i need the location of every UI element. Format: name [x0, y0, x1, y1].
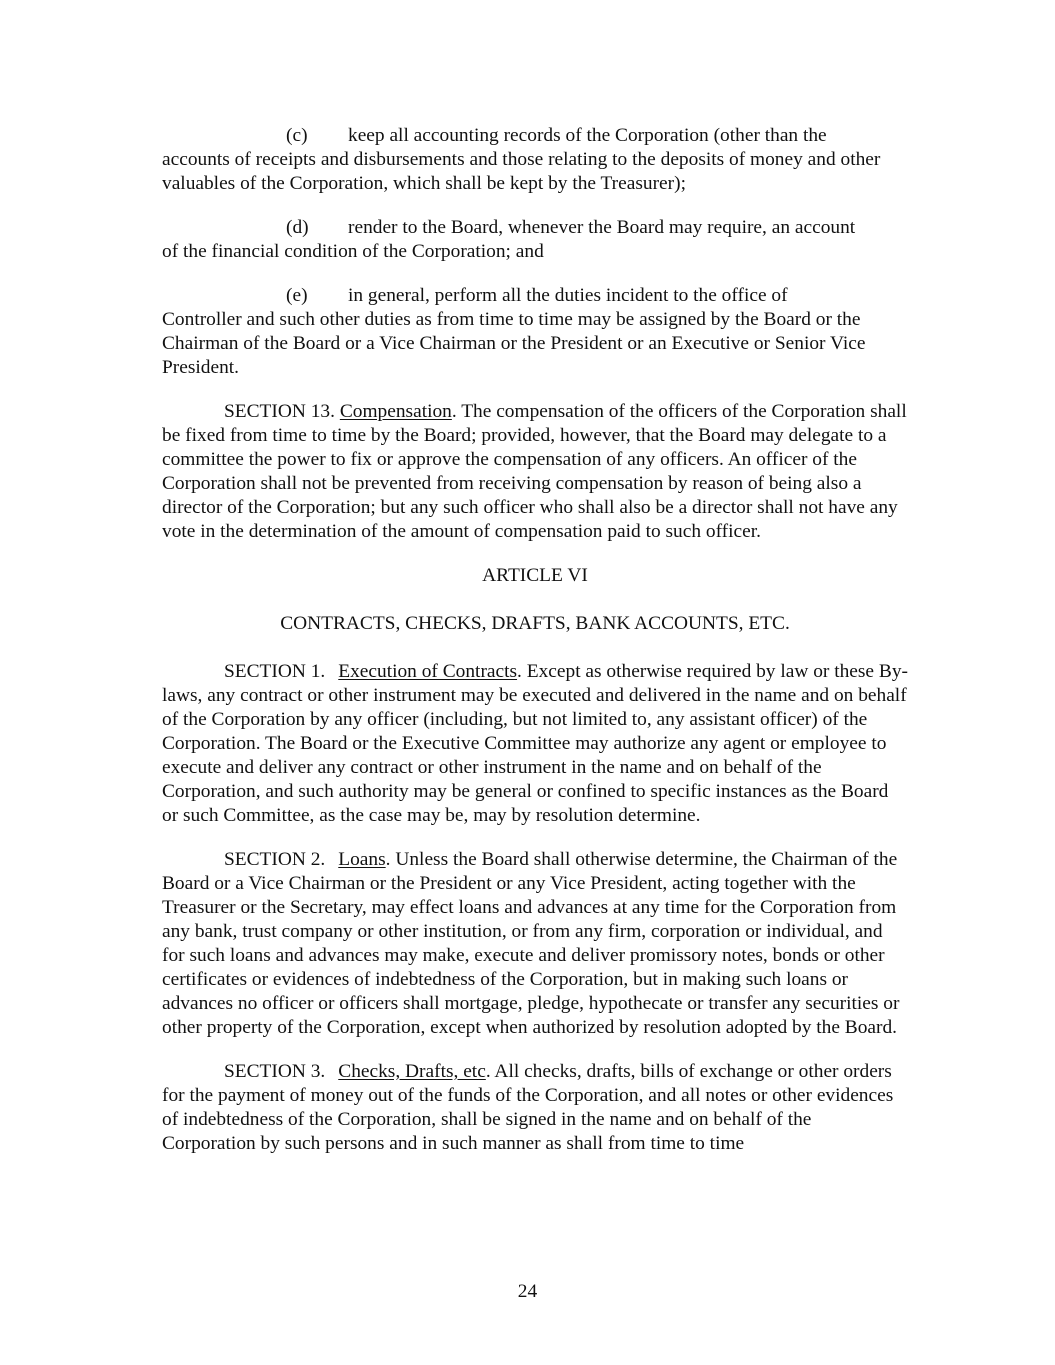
clause-d-first [162, 217, 855, 238]
section-3-text: . All checks, drafts, bills of exchange or other orders for the payment of money out of the funds of the Corporation, and all notes or other evidences of indebtedness of the Corporation, shall be signed in the name and on behalf of the Corporation by such persons and in such manner as shall from time to time [162, 1061, 894, 1154]
section-13-text: . The compensation of the officers of the Corporation shall be fixed from time to time by the Board; provided, however, that the Board may delegate to a committee the power to fix or approve the compensation of any officers. An officer of the Corporation shall not be prevented from receiving compensation by reason of being also a director of the Corporation; but any such officer who shall also be a director shall not have any vote in the determination of the amount of compensation paid to such officer. [162, 401, 907, 542]
section-13-number: SECTION 13. [224, 401, 335, 422]
clause-c-label: (c) [286, 125, 308, 146]
section-3-number: SECTION 3. [224, 1061, 326, 1082]
clause-c-first-line: keep all accounting records of the Corporation (other than the [348, 125, 827, 146]
section-13 [162, 400, 908, 544]
page-number: 24 [517, 1281, 538, 1302]
section-1 [162, 660, 908, 828]
section-1-text: . Except as otherwise required by law or these By-laws, any contract or other instrument may be executed and delivered in the name and on behalf of the Corporation by any officer (including, but not limited to, any assistant officer) of the Corporation. The Board or the Executive Committee may authorize any agent or employee to execute and deliver any contract or other instrument in the name and on behalf of the Corporation, and such authority may be general or confined to specific instances as the Board or such Committee, as the case may be, may by resolution determine. [162, 661, 908, 826]
clause-d-first-line: render to the Board, whenever the Board may require, an account [348, 217, 856, 238]
document-page [162, 124, 908, 1176]
clause-e-first [162, 285, 788, 306]
section-1-number: SECTION 1. [224, 661, 326, 682]
section-3 [162, 1060, 908, 1156]
section-13-title: Compensation [339, 401, 452, 422]
section-2 [162, 848, 908, 1040]
section-2-text: . Unless the Board shall otherwise determine, the Chairman of the Board or a Vice Chairman or the President or any Vice President, acting together with the Treasurer or the Secretary, may effect loans and advances at any time for the Corporation from any bank, trust company or other institution, or from any firm, corporation or individual, and for such loans and advances may make, execute and deliver promissory notes, bonds or other certificates or evidences of indebtedness of the Corporation, but in making such loans or advances no officer or officers shall mortgage, pledge, hypothecate or transfer any securities or other property of the Corporation, except when authorized by resolution adopted by the Board. [162, 849, 900, 1038]
clause-d-rest: of the financial condition of the Corporation; and [162, 241, 544, 262]
clause-d [162, 216, 908, 264]
article-subtitle: CONTRACTS, CHECKS, DRAFTS, BANK ACCOUNTS, ETC. [280, 613, 790, 634]
clause-e [162, 284, 908, 380]
clause-c-rest: accounts of receipts and disbursements and those relating to the deposits of money and other valuables of the Corporation, which shall be kept by the Treasurer); [162, 149, 881, 194]
clause-e-first-line: in general, perform all the duties incident to the office of [348, 285, 788, 306]
section-1-title: Execution of Contracts [338, 661, 518, 682]
clause-d-label: (d) [286, 217, 309, 238]
clause-e-label: (e) [286, 285, 308, 306]
article-title: ARTICLE VI [482, 565, 588, 586]
clause-c-first [162, 125, 827, 146]
clause-e-rest: Controller and such other duties as from time to time may be assigned by the Board or the Chairman of the Board or a Vice Chairman or the President or an Executive or Senior Vice President. [162, 309, 866, 378]
section-2-number: SECTION 2. [224, 849, 326, 870]
section-2-title: Loans [338, 849, 386, 870]
clause-c [162, 124, 908, 196]
section-3-title: Checks, Drafts, etc [338, 1061, 486, 1082]
